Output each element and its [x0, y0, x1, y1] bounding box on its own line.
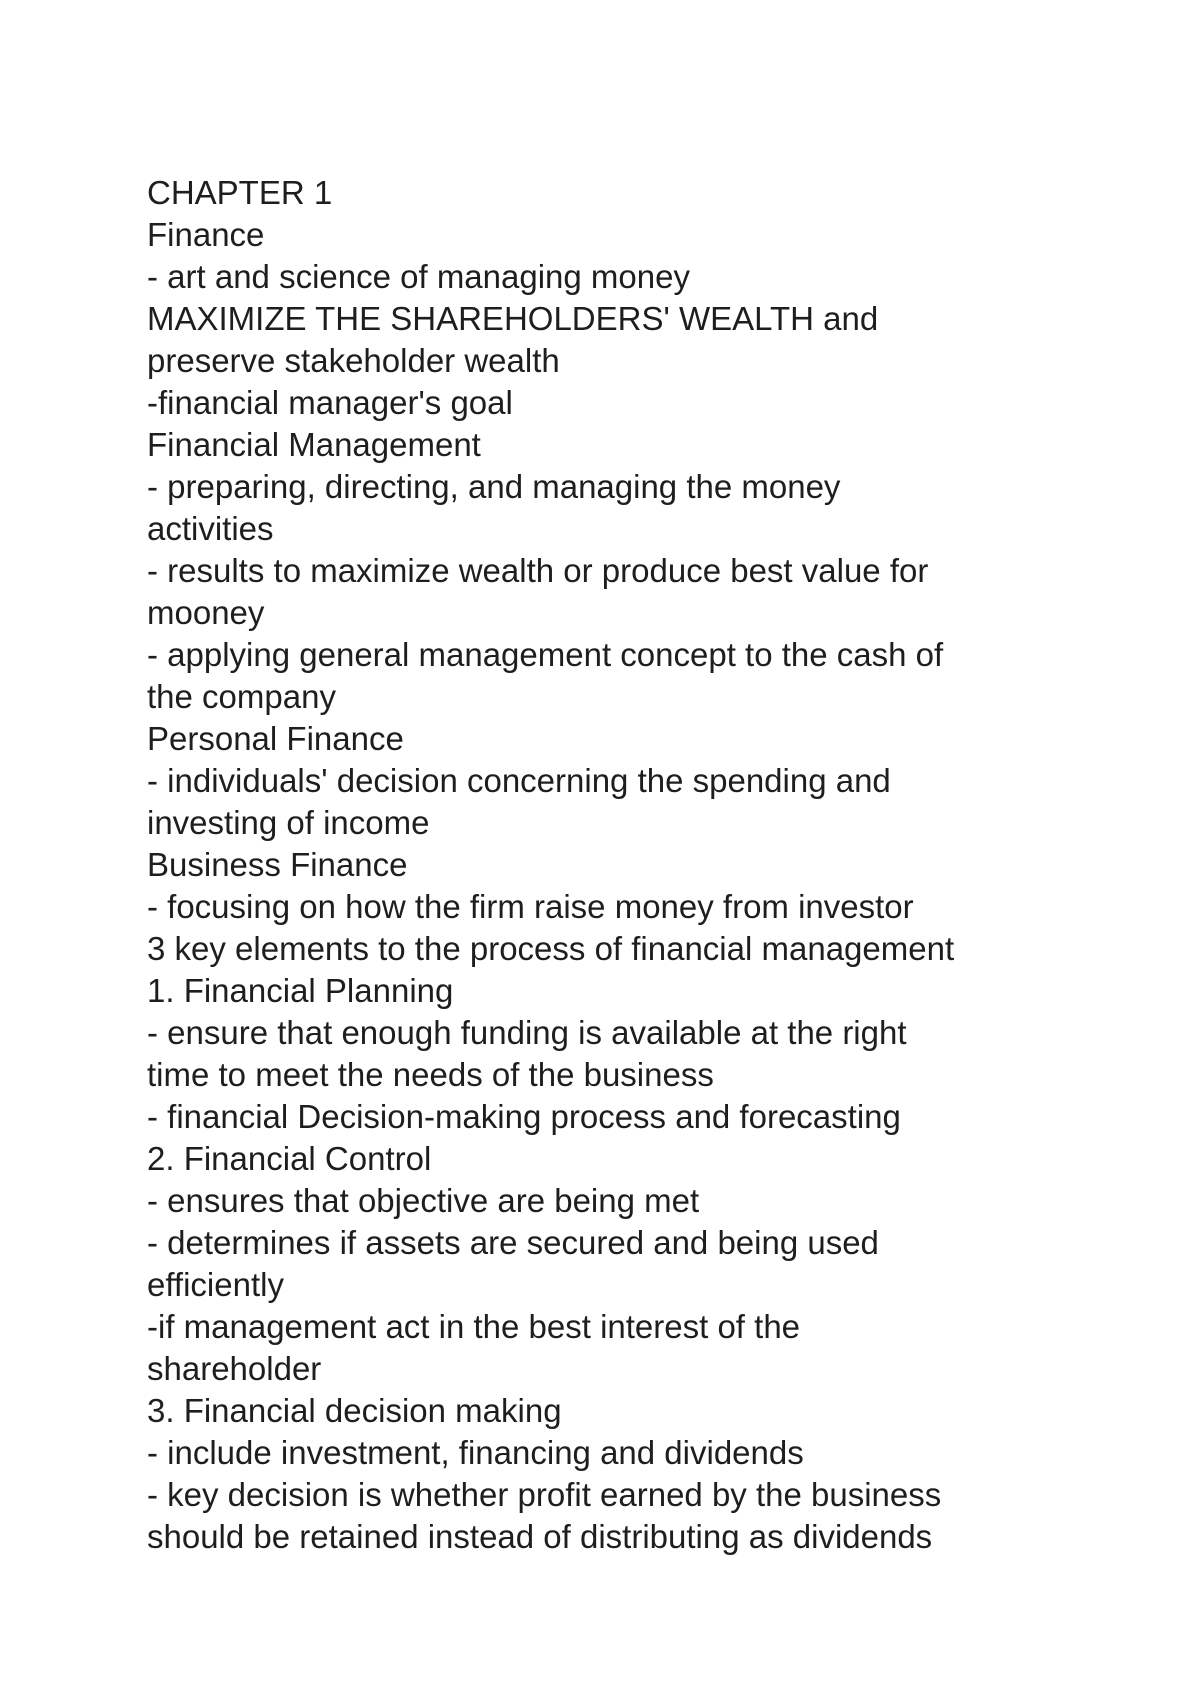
definition-line: time to meet the needs of the business [147, 1056, 714, 1093]
definition-line: - ensures that objective are being met [147, 1182, 700, 1219]
term-personal-finance: Personal Finance [147, 720, 404, 757]
definition-line: - key decision is whether profit earned by the business [147, 1476, 942, 1513]
definition-line: should be retained instead of distributing as dividends [147, 1518, 933, 1555]
document-body [147, 172, 1107, 1558]
definition-line: -if management act in the best interest of the [147, 1308, 801, 1345]
list-item-financial-control: 2. Financial Control [147, 1140, 432, 1177]
definition-line: - results to maximize wealth or produce best value for [147, 552, 929, 589]
definition-line: - individuals' decision concerning the spending and [147, 762, 891, 799]
definition-line: - preparing, directing, and managing the money [147, 468, 841, 505]
goal-statement-line: preserve stakeholder wealth [147, 342, 560, 379]
definition-line: the company [147, 678, 336, 715]
chapter-heading: CHAPTER 1 [147, 174, 333, 211]
definition-line: shareholder [147, 1350, 322, 1387]
definition-line: mooney [147, 594, 265, 631]
term-business-finance: Business Finance [147, 846, 408, 883]
definition-line: - financial Decision-making process and forecasting [147, 1098, 901, 1135]
list-item-financial-decision-making: 3. Financial decision making [147, 1392, 562, 1429]
definition-line: - focusing on how the firm raise money from investor [147, 888, 914, 925]
definition-line: investing of income [147, 804, 430, 841]
definition-line: activities [147, 510, 274, 547]
definition-line: - include investment, financing and dividends [147, 1434, 804, 1471]
definition-line: efficiently [147, 1266, 284, 1303]
definition-line: -financial manager's goal [147, 384, 513, 421]
term-financial-management: Financial Management [147, 426, 481, 463]
definition-line: - determines if assets are secured and being used [147, 1224, 879, 1261]
definition-line: - applying general management concept to the cash of [147, 636, 944, 673]
term-finance: Finance [147, 216, 265, 253]
list-item-financial-planning: 1. Financial Planning [147, 972, 454, 1009]
definition-line: - ensure that enough funding is available at the right [147, 1014, 907, 1051]
goal-statement-line: MAXIMIZE THE SHAREHOLDERS' WEALTH and [147, 300, 879, 337]
definition-line: - art and science of managing money [147, 258, 690, 295]
section-heading: 3 key elements to the process of financial management [147, 930, 955, 967]
